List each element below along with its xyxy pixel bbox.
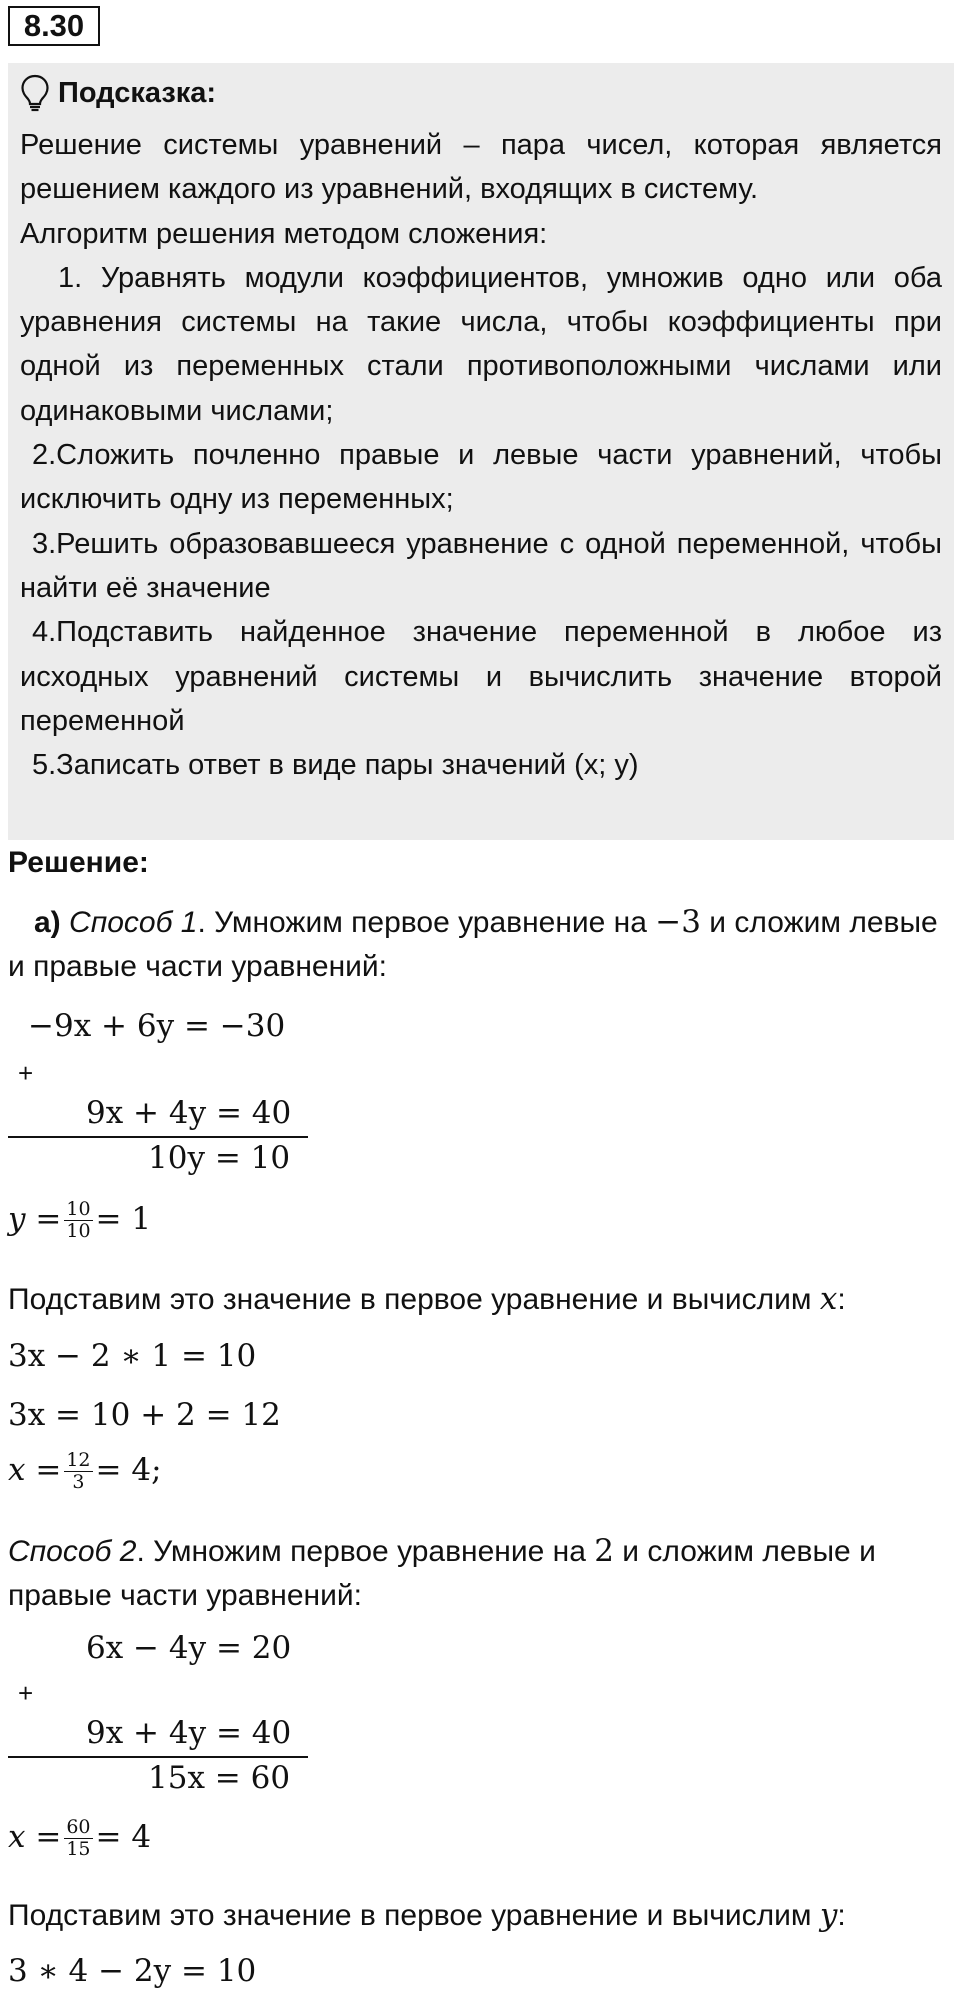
fraction (64, 1199, 92, 1242)
method1-result: y = $\frac{10}{10}$ = 1 (8, 1198, 152, 1242)
method1-plus: + (18, 1058, 34, 1088)
fraction (64, 1817, 92, 1860)
subst-var: x (819, 1281, 838, 1317)
hint-step-5: 5.Записать ответ в виде пары значений (x; y) (32, 749, 639, 782)
method1-subst (8, 1281, 846, 1317)
fraction-numerator: 12 (66, 1449, 91, 1471)
result-var: x (8, 1819, 26, 1855)
subst-text: Подставим это значение в первое уравнение и вычислим (8, 1899, 820, 1932)
solution-title: Решение: (8, 846, 149, 879)
subst-colon: : (837, 1899, 846, 1932)
method2-subst (8, 1897, 846, 1933)
fraction-numerator: 60 (66, 1816, 91, 1838)
method1-sum: 10y = 10 (148, 1140, 291, 1176)
subst-text: Подставим это значение в первое уравнение и вычислим (8, 1283, 820, 1316)
method1-eq2: 9x + 4y = 40 (86, 1095, 292, 1131)
fraction-denominator: 3 (72, 1471, 85, 1493)
method1-label: Способ 1 (69, 906, 198, 939)
hint-algorithm-title: Алгоритм решения методом сложения: (20, 217, 548, 250)
part-a-label: а) (34, 906, 61, 939)
method1-x-result: x = $\frac{12}{3}$ = 4; (8, 1449, 162, 1493)
method2-sum-rule (8, 1756, 308, 1758)
hint-step-1: 1. Уравнять модули коэффициентов, умножив одно или оба уравнения системы на такие числа, чтобы коэффициенты при одной из переменных стали противоположными числами или одинаковыми числами; (20, 261, 942, 427)
x-var: x (8, 1452, 26, 1488)
result-value: = 1 (95, 1201, 152, 1237)
problem-number: 8.30 (8, 6, 100, 46)
fraction-denominator: 10 (66, 1220, 91, 1242)
subst-colon: : (837, 1283, 846, 1316)
x-value: = 4; (95, 1452, 162, 1488)
lightbulb-icon (20, 74, 50, 112)
hint-box (8, 63, 954, 840)
method2-multiplier: 2 (594, 1533, 614, 1569)
method2-result: x = $\frac{60}{15}$ = 4 (8, 1816, 152, 1860)
fraction (64, 1450, 92, 1493)
hint-definition: Решение системы уравнений – пара чисел, которая является решением каждого из уравнений, входящих в систему. (20, 129, 942, 206)
method1-line1: 3x − 2 ∗ 1 = 10 (8, 1338, 257, 1374)
method1-eq1: −9x + 6y = −30 (28, 1008, 286, 1044)
method2-intro (8, 1529, 954, 1618)
method2-eq2: 9x + 4y = 40 (86, 1715, 292, 1751)
method2-text-2: и сложим левые и правые части уравнений: (8, 1535, 876, 1612)
method2-eq1: 6x − 4y = 20 (86, 1630, 292, 1666)
result-value: = 4 (95, 1819, 152, 1855)
result-var: y (8, 1201, 26, 1237)
method2-line1: 3 ∗ 4 − 2y = 10 (8, 1953, 257, 1989)
hint-step-4: 4.Подставить найденное значение переменной в любое из исходных уравнений системы и вычислить значение второй переменной (20, 616, 942, 737)
method2-label: Способ 2 (8, 1535, 137, 1568)
method2-plus: + (18, 1678, 34, 1708)
method1-line2: 3x = 10 + 2 = 12 (8, 1397, 281, 1433)
fraction-numerator: 10 (66, 1198, 91, 1220)
method1-sum-rule (8, 1136, 308, 1138)
hint-step-3: 3.Решить образовавшееся уравнение с одной переменной, чтобы найти её значение (20, 527, 942, 604)
method2-sum: 15x = 60 (148, 1760, 291, 1796)
fraction-denominator: 15 (66, 1838, 91, 1860)
hint-header (20, 71, 942, 115)
method2-text-1: . Умножим первое уравнение на (136, 1535, 595, 1568)
method1-intro (8, 900, 954, 989)
hint-title: Подсказка: (58, 76, 217, 109)
method1-multiplier: −3 (655, 904, 701, 940)
hint-step-2: 2.Сложить почленно правые и левые части уравнений, чтобы исключить одну из переменных; (20, 439, 942, 516)
subst-var: y (819, 1897, 838, 1933)
method1-text-1: . Умножим первое уравнение на (197, 906, 656, 939)
method1-text-2: и сложим левые и правые части уравнений: (8, 906, 938, 983)
